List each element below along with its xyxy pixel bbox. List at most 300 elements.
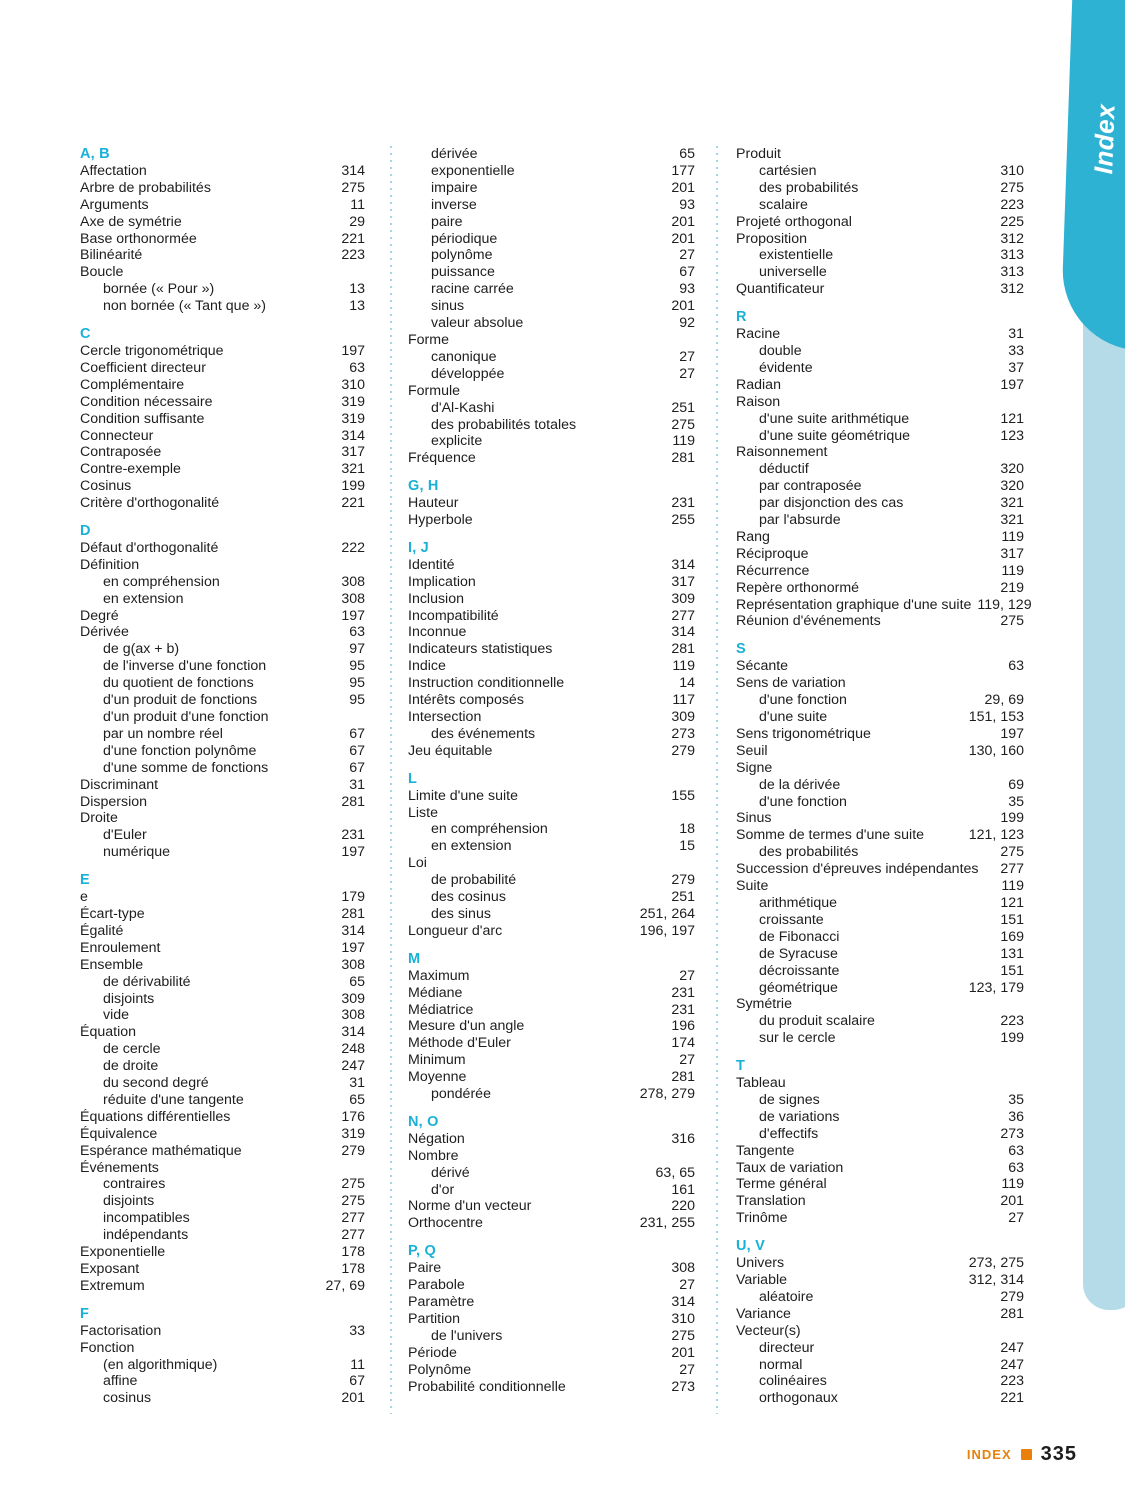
entry-label: Somme de termes d'une suite: [736, 827, 925, 844]
entry-label: Contre-exemple: [80, 461, 181, 478]
entry-pages: 223: [1000, 1013, 1024, 1030]
entry-pages: 314: [341, 922, 365, 939]
entry-label: arithmétique: [759, 894, 838, 911]
index-entry: [736, 963, 1024, 980]
index-entry: [80, 461, 365, 478]
entry-pages: 151: [1000, 962, 1024, 979]
entry-pages: 63: [1008, 1142, 1024, 1159]
index-entry: [80, 360, 365, 377]
entry-pages: 119, 129: [977, 596, 1032, 613]
entry-label: Fonction: [80, 1339, 135, 1356]
section-header: M: [408, 950, 421, 967]
index-entry: [80, 231, 365, 248]
index-entry: [80, 1041, 365, 1058]
entry-pages: 119: [1001, 878, 1024, 895]
entry-label: Indicateurs statistiques: [408, 641, 553, 658]
index-entry: [80, 844, 365, 861]
entry-pages: 63, 65: [655, 1164, 695, 1181]
entry-pages: 197: [341, 939, 365, 956]
entry-pages: 314: [671, 1294, 695, 1310]
index-entry: [736, 1390, 1024, 1407]
entry-pages: 277: [341, 1227, 365, 1244]
index-entry: [736, 1210, 1024, 1227]
entry-pages: 273, 275: [968, 1255, 1024, 1272]
entry-label: en extension: [431, 838, 512, 855]
index-entry: [408, 247, 695, 264]
entry-pages: 247: [1000, 1339, 1024, 1356]
entry-label: d'une somme de fonctions: [103, 759, 269, 776]
entry-label: Sens trigonométrique: [736, 725, 871, 742]
index-entry: [408, 1277, 695, 1294]
entry-label: Événements: [80, 1159, 159, 1176]
entry-label: Fréquence: [408, 450, 476, 467]
entry-pages: 169: [1000, 928, 1024, 945]
index-entry: [80, 1007, 365, 1024]
index-entry: [408, 1260, 695, 1277]
entry-label: double: [759, 342, 802, 359]
entry-label: Raisonnement: [736, 444, 828, 461]
entry-label: Limite d'une suite: [408, 787, 518, 804]
index-entry: [736, 546, 1024, 563]
index-entry: [80, 624, 365, 641]
entry-label: Incompatibilité: [408, 607, 499, 624]
index-entry: [736, 794, 1024, 811]
entry-pages: 11: [350, 196, 365, 213]
entry-label: Ensemble: [80, 956, 144, 973]
entry-label: Trinôme: [736, 1210, 788, 1227]
index-entry: [408, 889, 695, 906]
entry-label: Définition: [80, 556, 140, 573]
entry-pages: 310: [1000, 162, 1024, 179]
entry-label: d'une suite arithmétique: [759, 410, 910, 427]
index-entry: [80, 377, 365, 394]
entry-pages: 314: [671, 624, 695, 641]
entry-pages: 27: [679, 1277, 695, 1294]
index-entry: [408, 383, 695, 400]
entry-label: Exponentielle: [80, 1244, 166, 1261]
entry-pages: 123, 179: [968, 979, 1024, 996]
index-entry: [408, 985, 695, 1002]
index-entry: [408, 855, 695, 872]
entry-label: Radian: [736, 376, 781, 393]
entry-label: des probabilités: [759, 179, 859, 196]
entry-pages: 231, 255: [639, 1215, 695, 1232]
entry-label: par l'absurde: [759, 512, 841, 529]
index-entry: [408, 1035, 695, 1052]
index-entry: [736, 1323, 1024, 1340]
entry-pages: 178: [341, 1244, 365, 1261]
entry-pages: 13: [349, 281, 365, 298]
entry-label: d'une suite géométrique: [759, 427, 910, 444]
index-entry: [80, 495, 365, 512]
index-entry: [408, 417, 695, 434]
entry-label: Axe de symétrie: [80, 213, 182, 230]
entry-label: Proposition: [736, 230, 807, 247]
index-entry: [408, 692, 695, 709]
entry-label: des événements: [431, 725, 536, 742]
section-header: P, Q: [408, 1243, 436, 1260]
index-entry: [80, 1278, 365, 1295]
entry-pages: 310: [341, 376, 365, 393]
index-entry: [736, 878, 1024, 895]
entry-pages: 121: [1000, 410, 1024, 427]
entry-label: Contraposée: [80, 444, 162, 461]
index-entry: [736, 1030, 1024, 1047]
index-entry: [736, 1126, 1024, 1143]
entry-label: indépendants: [103, 1227, 189, 1244]
index-entry: [736, 929, 1024, 946]
entry-label: d'une fonction: [759, 692, 847, 709]
index-entry: [736, 895, 1024, 912]
entry-pages: 119: [672, 433, 695, 450]
index-entry: [736, 1075, 1024, 1092]
entry-pages: 279: [671, 872, 695, 889]
entry-label: d'Euler: [103, 827, 147, 844]
entry-pages: 121, 123: [968, 827, 1024, 844]
index-entry: [80, 247, 365, 264]
index-entry: [80, 1160, 365, 1177]
entry-pages: 310: [671, 1310, 695, 1327]
entry-label: de variations: [759, 1108, 840, 1125]
entry-label: Parabole: [408, 1277, 465, 1294]
entry-pages: 317: [671, 573, 695, 590]
entry-pages: 117: [672, 692, 695, 709]
index-entry: [736, 360, 1024, 377]
entry-label: par contraposée: [759, 478, 862, 495]
index-entry: [408, 298, 695, 315]
entry-label: exponentielle: [431, 162, 515, 179]
entry-pages: 275: [671, 1327, 695, 1344]
entry-label: Méthode d'Euler: [408, 1035, 511, 1052]
index-entry: [408, 1198, 695, 1215]
entry-label: Arguments: [80, 196, 149, 213]
index-entry: [408, 591, 695, 608]
entry-pages: 201: [671, 1344, 695, 1361]
entry-label: Connecteur: [80, 427, 154, 444]
entry-pages: 95: [349, 675, 365, 692]
entry-pages: 67: [349, 742, 365, 759]
entry-pages: 93: [679, 196, 695, 213]
entry-pages: 201: [671, 230, 695, 247]
entry-pages: 178: [341, 1261, 365, 1277]
index-entry: [736, 1176, 1024, 1193]
entry-label: Jeu équitable: [408, 742, 493, 759]
entry-label: racine carrée: [431, 281, 514, 298]
section-header: D: [80, 523, 91, 540]
entry-pages: 279: [1000, 1288, 1024, 1305]
entry-pages: 221: [1000, 1390, 1024, 1407]
entry-pages: 247: [1000, 1356, 1024, 1373]
entry-pages: 11: [350, 1356, 365, 1373]
index-entry: [80, 692, 365, 709]
entry-label: Moyenne: [408, 1069, 467, 1086]
entry-pages: 314: [341, 162, 365, 179]
entry-label: contraires: [103, 1176, 166, 1193]
index-entry: [80, 1261, 365, 1278]
entry-pages: 155: [671, 787, 695, 804]
index-entry: [80, 214, 365, 231]
entry-pages: 121: [1000, 894, 1024, 911]
index-entry: [80, 923, 365, 940]
entry-label: Longueur d'arc: [408, 922, 503, 939]
entry-pages: 308: [671, 1260, 695, 1277]
entry-label: Sens de variation: [736, 675, 846, 692]
entry-label: Coefficient directeur: [80, 359, 206, 376]
index-entry: [736, 197, 1024, 214]
entry-label: de Fibonacci: [759, 928, 840, 945]
index-entry: [736, 428, 1024, 445]
index-entry: [80, 974, 365, 991]
entry-pages: 13: [349, 298, 365, 315]
entry-pages: 247: [341, 1058, 365, 1075]
entry-pages: 27: [679, 967, 695, 984]
section-header: N, O: [408, 1113, 439, 1130]
index-entry: [736, 231, 1024, 248]
entry-pages: 197: [1000, 376, 1024, 393]
entry-label: Minimum: [408, 1052, 466, 1069]
entry-label: incompatibles: [103, 1210, 190, 1227]
entry-label: des sinus: [431, 905, 491, 922]
entry-pages: 221: [341, 495, 365, 512]
entry-pages: 314: [341, 1024, 365, 1041]
entry-label: du produit scalaire: [759, 1013, 875, 1030]
index-entry: [80, 1126, 365, 1143]
entry-pages: 67: [349, 1373, 365, 1390]
section-header: G, H: [408, 478, 439, 495]
index-entry: [408, 400, 695, 417]
index-entry: [80, 1340, 365, 1357]
entry-label: Période: [408, 1344, 457, 1361]
entry-label: (en algorithmique): [103, 1356, 218, 1373]
entry-pages: 95: [349, 692, 365, 709]
entry-pages: 279: [341, 1142, 365, 1159]
entry-label: déductif: [759, 461, 809, 478]
index-entry: [408, 574, 695, 591]
index-entry: [80, 1193, 365, 1210]
entry-label: Formule: [408, 382, 461, 399]
entry-label: Droite: [80, 810, 118, 827]
entry-pages: 320: [1000, 478, 1024, 495]
entry-label: Vecteur(s): [736, 1322, 801, 1339]
index-entry: [736, 1013, 1024, 1030]
entry-label: Paire: [408, 1260, 442, 1277]
entry-label: réduite d'une tangente: [103, 1091, 244, 1108]
index-entry: [408, 788, 695, 805]
entry-label: universelle: [759, 264, 827, 281]
entry-label: Hauteur: [408, 495, 459, 512]
entry-pages: 281: [341, 793, 365, 810]
entry-pages: 281: [341, 905, 365, 922]
index-entry: [736, 411, 1024, 428]
index-entry: [408, 281, 695, 298]
entry-label: de signes: [759, 1091, 820, 1108]
entry-label: Taux de variation: [736, 1159, 844, 1176]
entry-label: Équation: [80, 1024, 137, 1041]
index-entry: [80, 591, 365, 608]
entry-pages: 281: [671, 450, 695, 467]
entry-label: Partition: [408, 1310, 461, 1327]
entry-pages: 201: [671, 179, 695, 196]
index-entry: [736, 495, 1024, 512]
entry-pages: 27: [679, 247, 695, 264]
entry-label: d'un produit de fonctions: [103, 692, 258, 709]
index-entry: [408, 906, 695, 923]
index-entry: [408, 231, 695, 248]
entry-label: Polynôme: [408, 1361, 472, 1378]
index-entry: [408, 1052, 695, 1069]
entry-label: Médiatrice: [408, 1001, 474, 1018]
entry-pages: 255: [671, 512, 695, 529]
index-entry: [80, 163, 365, 180]
index-entry: [736, 844, 1024, 861]
entry-pages: 220: [671, 1198, 695, 1215]
entry-label: de g(ax + b): [103, 641, 180, 658]
index-entry: [80, 1058, 365, 1075]
entry-label: Produit: [736, 146, 781, 162]
entry-label: développée: [431, 365, 505, 382]
entry-label: Seuil: [736, 742, 768, 759]
entry-pages: 199: [1000, 1030, 1024, 1047]
entry-label: Suite: [736, 878, 769, 895]
entry-label: non bornée (« Tant que »): [103, 298, 267, 315]
entry-label: scalaire: [759, 196, 808, 213]
entry-label: Tangente: [736, 1142, 795, 1159]
index-entry: [736, 563, 1024, 580]
entry-pages: 308: [341, 590, 365, 607]
index-entry: [736, 281, 1024, 298]
entry-pages: 27: [679, 1361, 695, 1378]
entry-label: d'un produit d'une fonction: [103, 709, 269, 725]
index-entry: [80, 394, 365, 411]
entry-pages: 176: [341, 1108, 365, 1125]
footer-square-icon: [1021, 1449, 1032, 1460]
section-header: I, J: [408, 539, 429, 556]
index-entry: [80, 1244, 365, 1261]
entry-label: affine: [103, 1373, 138, 1390]
index-entry: [80, 557, 365, 574]
entry-pages: 196: [671, 1018, 695, 1035]
index-entry: [736, 461, 1024, 478]
entry-pages: 29: [349, 213, 365, 230]
entry-label: Projeté orthogonal: [736, 213, 852, 230]
entry-label: bornée (« Pour »): [103, 281, 215, 298]
entry-pages: 15: [679, 838, 695, 855]
entry-pages: 65: [349, 1091, 365, 1108]
entry-pages: 251: [671, 399, 695, 416]
index-entry: [736, 1193, 1024, 1210]
entry-label: Réunion d'événements: [736, 613, 881, 630]
entry-pages: 275: [671, 416, 695, 433]
entry-label: Espérance mathématique: [80, 1142, 242, 1159]
index-entry: [80, 777, 365, 794]
entry-label: Base orthonormée: [80, 230, 197, 247]
entry-label: Sécante: [736, 658, 789, 675]
entry-label: Cosinus: [80, 478, 132, 495]
entry-label: Défaut d'orthogonalité: [80, 539, 219, 556]
index-column-3: [736, 146, 1032, 1407]
index-entry: [80, 264, 365, 281]
entry-pages: 151, 153: [968, 709, 1024, 725]
entry-pages: 319: [341, 1125, 365, 1142]
entry-pages: 27: [679, 1052, 695, 1069]
index-entry: [80, 1024, 365, 1041]
index-tab-label: Index: [1088, 103, 1121, 175]
entry-label: e: [80, 889, 88, 906]
entry-pages: 197: [341, 342, 365, 359]
index-entry: [408, 349, 695, 366]
index-entry: [408, 1148, 695, 1165]
entry-pages: 223: [1000, 196, 1024, 213]
entry-label: Factorisation: [80, 1322, 162, 1339]
entry-pages: 275: [1000, 179, 1024, 196]
index-entry: [80, 540, 365, 557]
index-entry: [408, 743, 695, 760]
index-entry: [736, 613, 1024, 630]
index-column-1: [80, 146, 365, 1407]
index-entry: [736, 760, 1024, 777]
entry-label: Dérivée: [80, 624, 129, 641]
entry-label: Égalité: [80, 922, 124, 939]
entry-pages: 277: [341, 1210, 365, 1227]
entry-label: sinus: [431, 298, 465, 315]
entry-label: Cercle trigonométrique: [80, 342, 224, 359]
entry-label: orthogonaux: [759, 1390, 838, 1407]
entry-pages: 231: [671, 984, 695, 1001]
index-entry: [408, 1294, 695, 1311]
index-entry: [80, 1176, 365, 1193]
index-entry: [408, 180, 695, 197]
entry-pages: 67: [349, 759, 365, 776]
entry-label: directeur: [759, 1339, 815, 1356]
entry-pages: 63: [1008, 1159, 1024, 1176]
entry-pages: 308: [341, 573, 365, 590]
entry-label: Arbre de probabilités: [80, 179, 211, 196]
entry-label: Norme d'un vecteur: [408, 1198, 532, 1215]
entry-label: d'une fonction polynôme: [103, 742, 257, 759]
entry-label: Écart-type: [80, 905, 145, 922]
entry-pages: 201: [671, 213, 695, 230]
section-header: E: [80, 872, 90, 889]
entry-label: d'effectifs: [759, 1125, 819, 1142]
entry-label: Inconnue: [408, 624, 467, 641]
index-entry: [736, 1160, 1024, 1177]
entry-label: Récurrence: [736, 562, 810, 579]
entry-label: Variable: [736, 1272, 787, 1288]
entry-pages: 312: [1000, 281, 1024, 298]
footer-page-number: 335: [1040, 1443, 1077, 1465]
entry-pages: 231: [671, 495, 695, 512]
entry-pages: 277: [671, 607, 695, 624]
entry-label: évidente: [759, 359, 813, 376]
entry-pages: 119: [1001, 562, 1024, 579]
entry-label: de l'inverse d'une fonction: [103, 658, 267, 675]
entry-label: inverse: [431, 196, 477, 213]
index-entry: [736, 1109, 1024, 1126]
entry-label: Orthocentre: [408, 1215, 483, 1232]
index-entry: [408, 872, 695, 889]
entry-label: Degré: [80, 607, 119, 624]
entry-pages: 314: [671, 556, 695, 573]
index-entry: [736, 658, 1024, 675]
entry-label: Rang: [736, 528, 770, 545]
index-entry: [80, 810, 365, 827]
entry-label: de l'univers: [431, 1327, 503, 1344]
entry-pages: 273: [671, 1378, 695, 1395]
index-entry: [80, 957, 365, 974]
index-entry: [80, 726, 365, 743]
entry-pages: 27, 69: [325, 1277, 365, 1294]
index-entry: [80, 1227, 365, 1244]
